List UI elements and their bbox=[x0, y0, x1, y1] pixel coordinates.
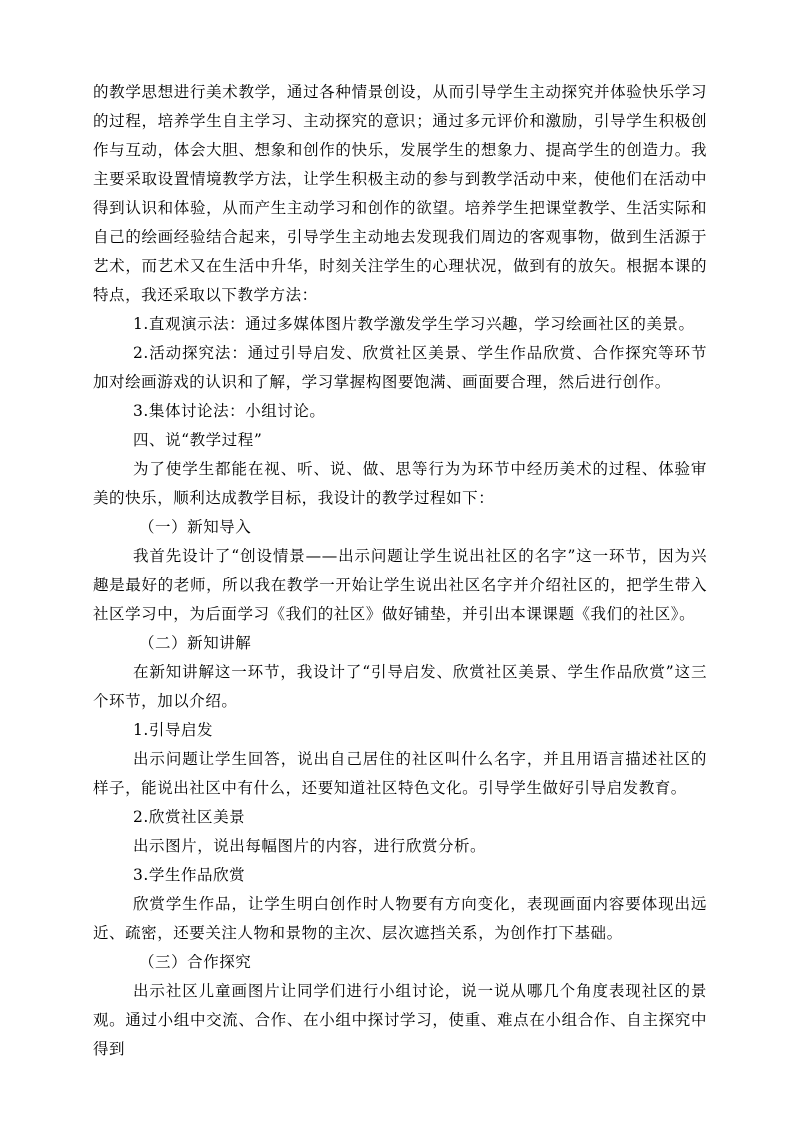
method-item-2: 2.活动探究法：通过引导启发、欣赏社区美景、学生作品欣赏、合作探究等环节加对绘画游戏的认识和了解，学习掌握构图要饱满、画面要合理，然后进行创作。 bbox=[93, 344, 707, 391]
step-heading-guidance: 1.引导启发 bbox=[133, 721, 214, 739]
paragraph-student-works: 欣赏学生作品，让学生明白创作时人物要有方向变化，表现画面内容要体现出远近、疏密，还要关注人物和景物的主次、层次遮挡关系，为创作打下基础。 bbox=[93, 895, 707, 942]
paragraph-new-knowledge-intro: 我首先设计了“创设情景——出示问题让学生说出社区的名字”这一环节，因为兴趣是最好的老师，所以我在教学一开始让学生说出社区名字并介绍社区的，把学生带入社区学习中，为后面学习《我们的社区》做好铺垫，并引出本课课题《我们的社区》。 bbox=[93, 547, 707, 623]
paragraph-appreciate-scenery: 出示图片，说出每幅图片的内容，进行欣赏分析。 bbox=[133, 837, 487, 855]
method-item-1: 1.直观演示法：通过多媒体图片教学激发学生学习兴趣，学习绘画社区的美景。 bbox=[133, 315, 695, 333]
step-heading-student-works: 3.学生作品欣赏 bbox=[133, 866, 246, 884]
paragraph-guidance: 出示问题让学生回答，说出自己居住的社区叫什么名字，并且用语言描述社区的样子，能说出社区中有什么，还要知道社区特色文化。引导学生做好引导启发教育。 bbox=[93, 750, 707, 797]
section-heading-teaching-process: 四、说“教学过程” bbox=[133, 431, 263, 449]
paragraph-teaching-approach: 的教学思想进行美术教学，通过各种情景创设，从而引导学生主动探究并体验快乐学习的过程，培养学生自主学习、主动探究的意识；通过多元评价和激励，引导学生积极创作与互动，体会大胆、想象和创作的快乐，发展学生的想象力、提高学生的创造力。我主要采取设置情境教学方法，让学生积极主动的参与到教学活动中来，使他们在活动中得到认识和体验，从而产生主动学习和创作的欲望。培养学生把课堂教学、生活实际和自己的绘画经验结合起来，引导学生主动地去发现我们周边的客观事物，做到生活源于艺术，而艺术又在生活中升华，时刻关注学生的心理状况，做到有的放矢。根据本课的特点，我还采取以下教学方法： bbox=[93, 83, 707, 304]
step-heading-appreciate-scenery: 2.欣赏社区美景 bbox=[133, 808, 246, 826]
paragraph-process-intro: 为了使学生都能在视、听、说、做、思等行为为环节中经历美术的过程、体验审美的快乐，顺利达成教学目标，我设计的教学过程如下： bbox=[93, 460, 707, 507]
paragraph-new-knowledge-explain: 在新知讲解这一环节，我设计了“引导启发、欣赏社区美景、学生作品欣赏”这三个环节，加以介绍。 bbox=[93, 663, 707, 710]
subheading-new-knowledge-explain: （二）新知讲解 bbox=[139, 634, 252, 652]
subheading-cooperative-inquiry: （三）合作探究 bbox=[139, 953, 252, 971]
method-item-3: 3.集体讨论法：小组讨论。 bbox=[133, 402, 326, 420]
subheading-new-knowledge-intro: （一）新知导入 bbox=[139, 518, 252, 536]
paragraph-cooperative-inquiry: 出示社区儿童画图片让同学们进行小组讨论，说一说从哪几个角度表现社区的景观。通过小组中交流、合作、在小组中探讨学习，使重、难点在小组合作、自主探究中得到 bbox=[93, 982, 707, 1058]
document-body bbox=[93, 78, 707, 1064]
